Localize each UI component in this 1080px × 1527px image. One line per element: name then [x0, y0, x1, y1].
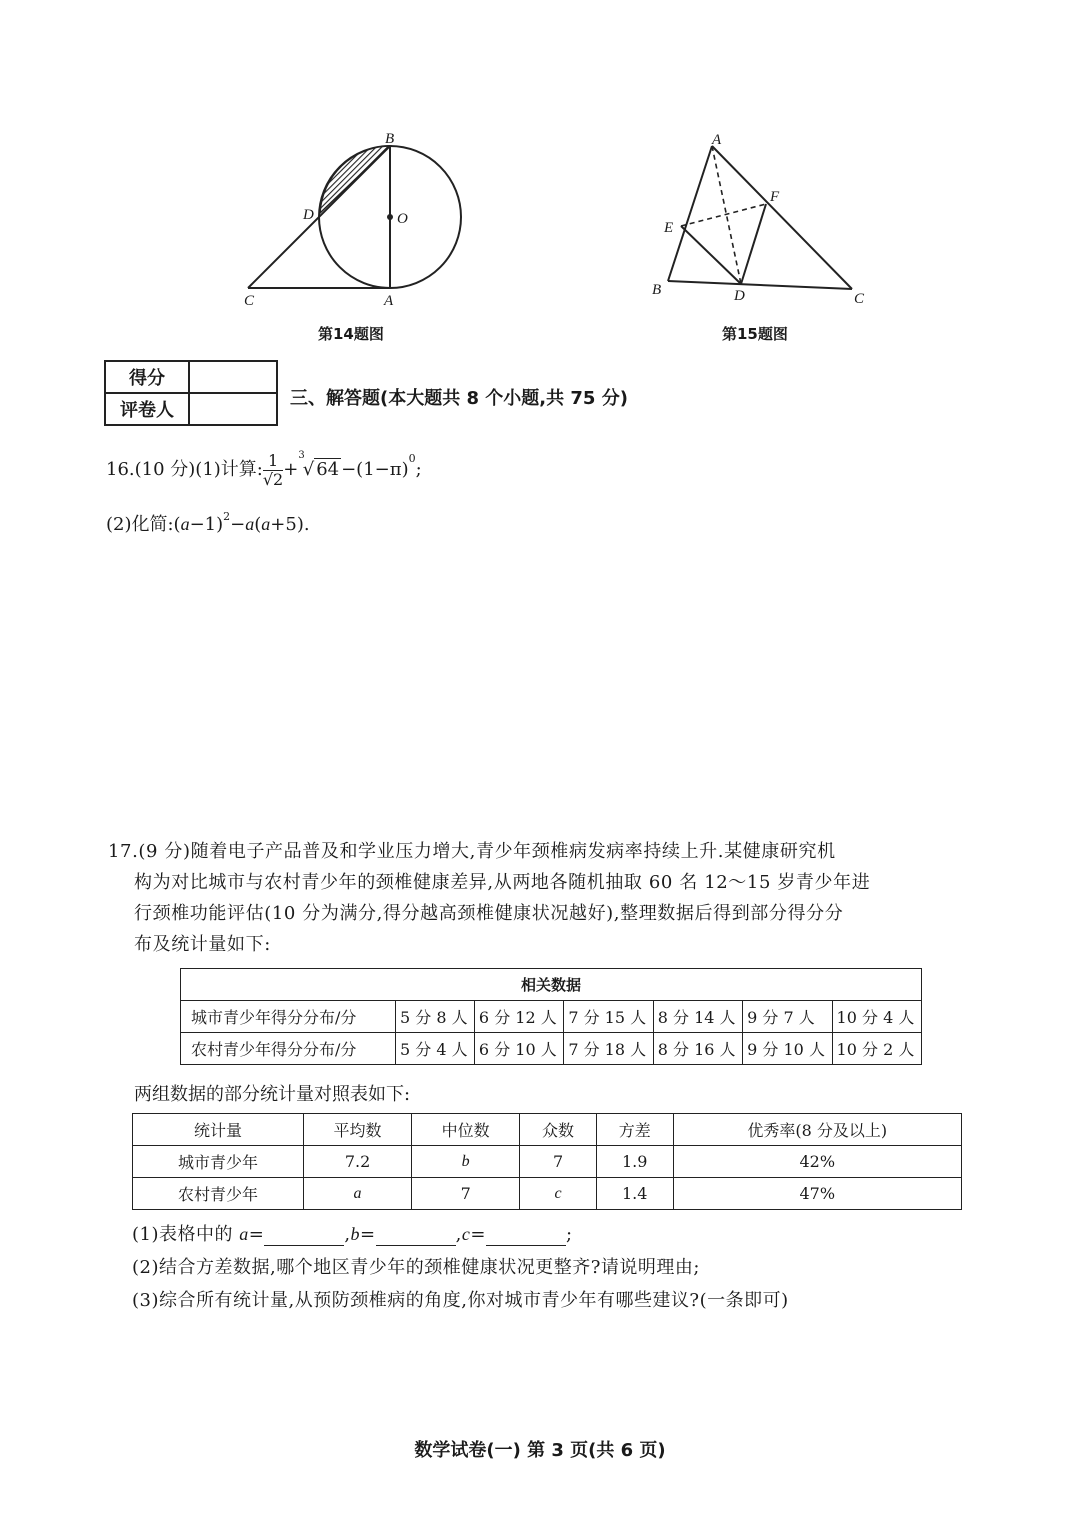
- q16-part2-mid: −1): [189, 514, 224, 535]
- comma: ,: [455, 1224, 462, 1245]
- table-cell: 7 分 18 人: [564, 1033, 653, 1065]
- q16-part2-exp: 2: [223, 510, 231, 523]
- table-cell: 5 分 8 人: [396, 1001, 475, 1033]
- side-ac: [712, 146, 852, 289]
- column-header: 中位数: [412, 1114, 520, 1146]
- table-row: [181, 1033, 922, 1065]
- row-label: 农村青少年得分分布/分: [181, 1033, 396, 1065]
- table-cell: 1.4: [596, 1178, 673, 1210]
- table-cell: 8 分 16 人: [653, 1033, 742, 1065]
- equals: =: [248, 1224, 265, 1245]
- var-b: b: [350, 1224, 361, 1244]
- q17-line4: 布及统计量如下:: [134, 934, 271, 955]
- row-label: 城市青少年得分分布/分: [181, 1001, 396, 1033]
- q16-tail-end: ;: [415, 459, 422, 481]
- table-cell: 1.9: [596, 1146, 673, 1178]
- root-index: 3: [298, 450, 305, 461]
- table-cell: 7: [520, 1146, 597, 1178]
- label-d: D: [734, 288, 745, 304]
- table-row: [133, 1178, 962, 1210]
- table-cell: 8 分 14 人: [653, 1001, 742, 1033]
- table-cell: 42%: [673, 1146, 961, 1178]
- score-box: [104, 360, 278, 426]
- side-bc: [668, 281, 852, 289]
- q16-exp: 0: [408, 452, 416, 465]
- q17-sub1: [132, 1220, 573, 1246]
- label-f: F: [770, 189, 780, 205]
- score-label: 得分: [105, 361, 189, 393]
- var-a: a: [245, 514, 255, 534]
- table-cell: 47%: [673, 1178, 961, 1210]
- q16-tail: −(1−π): [341, 459, 409, 481]
- table-cell: 7: [412, 1178, 520, 1210]
- figure-14-caption: 第14题图: [318, 325, 384, 343]
- q16-part2-prefix: (2)化简:(: [106, 514, 181, 535]
- table-cell: a: [304, 1178, 412, 1210]
- figure-15-caption: 第15题图: [722, 325, 788, 343]
- label-b: B: [652, 282, 662, 298]
- page-footer: 数学试卷(一) 第 3 页(共 6 页): [414, 1440, 666, 1461]
- side-ab: [668, 146, 712, 281]
- table-cell: 7 分 15 人: [564, 1001, 653, 1033]
- score-blank: [189, 361, 277, 393]
- label-c: C: [854, 291, 865, 307]
- comma: ,: [344, 1224, 351, 1245]
- plus-sign: +: [283, 459, 299, 481]
- column-header: 统计量: [133, 1114, 304, 1146]
- var-a: a: [180, 514, 190, 534]
- sub1-prefix: (1)表格中的: [132, 1224, 240, 1245]
- label-e: E: [664, 220, 674, 236]
- equals: =: [360, 1224, 376, 1245]
- table-cell: 城市青少年: [133, 1146, 304, 1178]
- q16-part2-end: +5).: [270, 514, 310, 535]
- grader-label: 评卷人: [105, 393, 189, 425]
- label-c: C: [244, 293, 255, 308]
- q16-part1: 16.(10 分)(1)计算: $\frac{1}{√2}$ +$^3$√ $64 -(1-\pi)^0$;: [106, 450, 422, 489]
- frac-num: 1: [263, 452, 283, 471]
- table-cell: c: [520, 1178, 597, 1210]
- line-cb: [248, 146, 390, 288]
- column-header: 方差: [596, 1114, 673, 1146]
- q17-stem: [108, 836, 978, 960]
- table-cell: 9 分 10 人: [743, 1033, 832, 1065]
- table2-intro: 两组数据的部分统计量对照表如下:: [134, 1084, 411, 1105]
- table-cell: 农村青少年: [133, 1178, 304, 1210]
- table-cell: b: [412, 1146, 520, 1178]
- label-b: B: [385, 131, 395, 147]
- table-cell: 9 分 7 人: [743, 1001, 832, 1033]
- q17-line2: 构为对比城市与农村青少年的颈椎健康差异,从两地各随机抽取 60 名 12～15 岁青少年进: [134, 872, 871, 893]
- root-value: 64: [316, 459, 340, 481]
- column-header: 众数: [520, 1114, 597, 1146]
- q17-sub3: (3)综合所有统计量,从预防颈椎病的角度,你对城市青少年有哪些建议?(一条即可): [132, 1290, 789, 1311]
- table-row: [133, 1146, 962, 1178]
- label-o: O: [397, 211, 408, 227]
- var-a: a: [239, 1224, 249, 1244]
- segment-ed: [681, 226, 741, 284]
- table-header: 相关数据: [181, 969, 922, 1001]
- answer-blank-b[interactable]: [376, 1227, 456, 1246]
- label-d: D: [303, 207, 314, 223]
- label-a: A: [712, 132, 722, 148]
- table-cell: 10 分 4 人: [832, 1001, 921, 1033]
- grader-blank: [189, 393, 277, 425]
- center-dot: [387, 214, 393, 220]
- column-header: 平均数: [304, 1114, 412, 1146]
- var-c: c: [461, 1224, 471, 1244]
- column-header: 优秀率(8 分及以上): [673, 1114, 961, 1146]
- table-cell: 5 分 4 人: [396, 1033, 475, 1065]
- var-a: a: [261, 514, 271, 534]
- section-title: 三、解答题(本大题共 8 个小题,共 75 分): [290, 388, 628, 409]
- fraction: [263, 452, 283, 488]
- open-paren: (: [254, 514, 262, 535]
- table-row: [181, 1001, 922, 1033]
- minus-sign: −: [230, 514, 246, 535]
- q16-part1-prefix: 16.(10 分)(1)计算:: [106, 459, 263, 481]
- statistics-table: [132, 1113, 962, 1210]
- q16-part2: [106, 510, 310, 536]
- figure-14-diagram: [236, 128, 476, 308]
- frac-den: √2: [262, 469, 284, 489]
- answer-blank-a[interactable]: [264, 1227, 344, 1246]
- table-cell: 6 分 10 人: [474, 1033, 563, 1065]
- answer-blank-c[interactable]: [486, 1227, 566, 1246]
- dashed-ef: [681, 204, 766, 226]
- table-header-row: [133, 1114, 962, 1146]
- equals: =: [470, 1224, 486, 1245]
- q17-sub2: (2)结合方差数据,哪个地区青少年的颈椎健康状况更整齐?请说明理由;: [132, 1257, 700, 1278]
- figure-15-diagram: [644, 128, 874, 308]
- semicolon: ;: [565, 1224, 573, 1245]
- segment-df: [741, 204, 766, 284]
- q17-line1: 17.(9 分)随着电子产品普及和学业压力增大,青少年颈椎病发病率持续上升.某健康研究机: [108, 841, 836, 862]
- table-cell: 6 分 12 人: [474, 1001, 563, 1033]
- table-cell: 10 分 2 人: [832, 1033, 921, 1065]
- q17-line3: 行颈椎功能评估(10 分为满分,得分越高颈椎健康状况越好),整理数据后得到部分得分分: [134, 903, 844, 924]
- label-a: A: [384, 293, 394, 308]
- score-distribution-table: [180, 968, 922, 1065]
- table-cell: 7.2: [304, 1146, 412, 1178]
